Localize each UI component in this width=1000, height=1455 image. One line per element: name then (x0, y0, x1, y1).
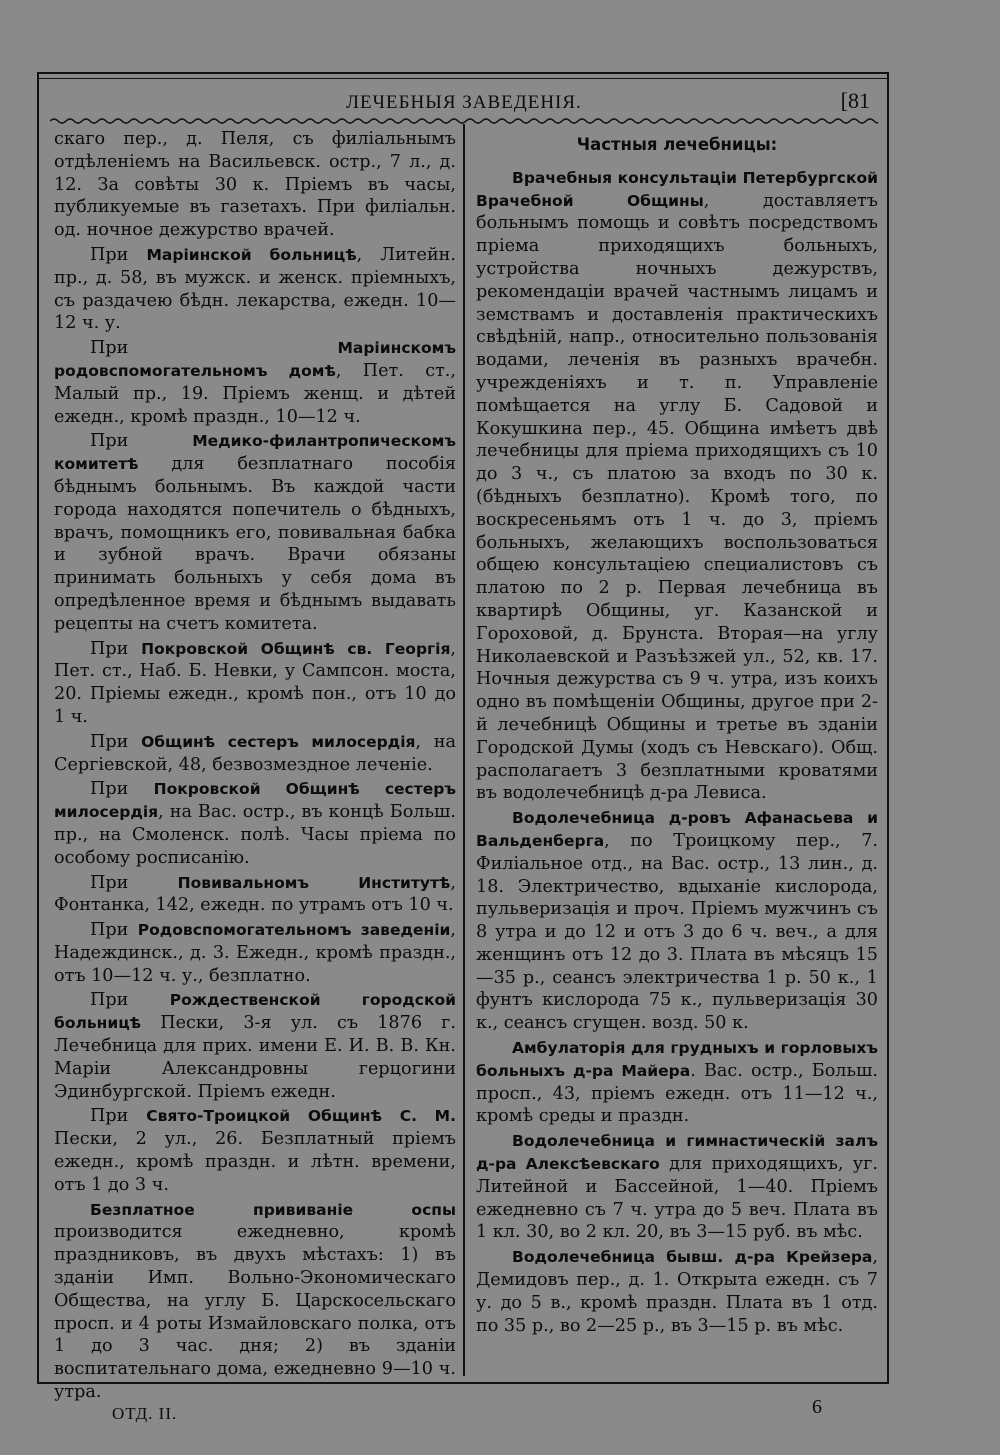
column-divider (463, 124, 465, 1376)
frame-inner-rule (37, 78, 889, 79)
left-paragraph-7: При Покровской Общинѣ сестеръ милосердія, на Вас. остр., въ концѣ Больш. пр., на Смоленск. полѣ. Часы пріема по особому росписанію. (54, 779, 456, 868)
left-paragraph-11: При Свято-Троицкой Общинѣ С. М. Пески, 2 ул., 26. Безплатный пріемъ ежедн., кромѣ праздн. и лѣтн. времени, отъ 1 до 3 ч. (54, 1106, 456, 1195)
left-column (54, 128, 456, 1406)
section-heading: Частныя лечебницы: (576, 135, 778, 154)
left-paragraph-8: При Повивальномъ Институтѣ, Фонтанка, 142, ежедн. по утрамъ отъ 10 ч. (54, 872, 456, 916)
page-number: [81 (840, 88, 870, 113)
left-paragraph-12: Безплатное прививаніе оспы производится ежедневно, кромѣ праздниковъ, въ двухъ мѣстахъ: 1) въ зданіи Имп. Вольно-Экономическаго Общества, на углу Б. Царскосельскаго просп. и 4 роты Измайловскаго полка, отъ 1 до 3 час. дня; 2) въ зданіи воспитательнаго дома, ежедневно 9—10 ч. утра. (54, 1200, 456, 1403)
left-paragraph-1: скаго пер., д. Пеля, съ филіальнымъ отдѣленіемъ на Васильевск. остр., 7 л., д. 12. За совѣты 30 к. Пріемъ въ часы, публикуемые въ газетахъ. При филіальн. од. ночное дежурство врачей. (54, 129, 456, 241)
left-paragraph-2: При Маріинской больницѣ, Литейн. пр., д. 58, въ мужск. и женск. пріемныхъ, съ раздачею бѣдн. лекарства, ежедн. 10—12 ч. у. (54, 244, 456, 334)
right-paragraph-4: Водолечебница и гимнастическій залъ д-ра Алексѣевскаго для приходящихъ, уг. Литейной и Бассейной, 1—40. Пріемъ ежедневно съ 7 ч. утра до 5 веч. Плата въ 1 кл. 30, во 2 кл. 20, въ 3—15 руб. въ мѣс. (476, 1132, 878, 1243)
left-paragraph-5: При Покровской Общинѣ св. Георгія, Пет. ст., Наб. Б. Невки, у Сампсон. моста, 20. Пріемы ежедн., кромѣ пон., отъ 10 до 1 ч. (54, 638, 456, 727)
right-paragraph-3: Амбулаторія для грудныхъ и горловыхъ больныхъ д-ра Майера. Вас. остр., Больш. просп., 43, пріемъ ежедн. отъ 11—12 ч., кромѣ среды и праздн. (476, 1039, 878, 1127)
left-paragraph-4: При Медико-филантропическомъ комитетѣ для безплатнаго пособія бѣднымъ больнымъ. Въ каждой части города находятся попечитель о бѣдныхъ, врачъ, помощникъ его, повивальная бабка и зубной врачъ. Врачи обязаны принимать больныхъ у себя дома въ опредѣленное время и бѣднымъ выдавать рецепты на счетъ комитета. (54, 431, 456, 634)
running-header (50, 86, 878, 120)
left-paragraph-9: При Родовспомогательномъ заведеніи, Надеждинск., д. 3. Ежедн., кромѣ праздн., отъ 10—12 ч. у., безплатно. (54, 920, 456, 986)
footer-section-label: ОТД. II. (112, 1404, 178, 1423)
right-paragraph-5: Водолечебница бывш. д-ра Крейзера, Демидовъ пер., д. 1. Открыта ежедн. съ 7 у. до 5 в., кромѣ праздн. Плата въ 1 отд. по 35 р., во 2—25 р., въ 3—15 р. въ мѣс. (476, 1247, 878, 1336)
right-column (476, 128, 878, 1339)
left-paragraph-10: При Рождественской городской больницѣ Пески, 3-я ул. съ 1876 г. Лечебница для прих. имени Е. И. В. В. Кн. Маріи Александровны герцогини Эдинбургской. Пріемъ ежедн. (54, 990, 456, 1102)
page-header-title: ЛЕЧЕБНЫЯ ЗАВЕДЕНІЯ. (346, 92, 582, 113)
right-paragraph-2: Водолечебница д-ровъ Афанасьева и Вальденберга, по Троицкому пер., 7. Филіальное отд., на Вас. остр., 13 лин., д. 18. Электричество, вдыханіе кислорода, пульверизація и проч. Пріемъ мужчинъ съ 8 утра и до 12 и отъ 3 до 6 ч. веч., а для женщинъ отъ 12 до 3. Плата въ мѣсяцъ 15—35 р., сеансъ электричества 1 р. 50 к., 1 фунтъ кислорода 75 к., пульверизація 30 к., сеансъ сгущен. возд. 50 к. (476, 809, 878, 1034)
left-paragraph-3: При Маріинскомъ родовспомогательномъ домѣ, Пет. ст., Малый пр., 19. Пріемъ женщ. и дѣтей ежедн., кромѣ праздн., 10—12 ч. (54, 338, 456, 427)
left-paragraph-6: При Общинѣ сестеръ милосердія, на Сергіевской, 48, безвозмездное леченіе. (54, 731, 456, 775)
footer-signature-mark: 6 (812, 1396, 822, 1418)
right-paragraph-1: Врачебныя консультаціи Петербургской Врачебной Общины, доставляетъ больнымъ помощь и совѣтъ посредствомъ пріема приходящихъ больныхъ, устройства ночныхъ дежурствъ, рекомендаціи врачей частнымъ лицамъ и земствамъ и доставленія практическихъ свѣдѣній, напр., относительно пользованія водами, леченія въ разныхъ врачебн. учрежденіяхъ и т. п. Управленіе помѣщается на углу Б. Садовой и Кокушкина пер., 45. Община имѣетъ двѣ лечебницы для пріема приходящихъ съ 10 до 3 ч., съ платою за входъ по 30 к. (бѣдныхъ безплатно). Кромѣ того, по воскресеньямъ отъ 1 ч. до 3, пріемъ больныхъ, желающихъ воспользоваться общею консультаціею специалистовъ съ платою по 2 р. Первая лечебница въ квартирѣ Общины, уг. Казанской и Гороховой, д. Брунста. Вторая—на углу Николаевской и Разъѣзжей ул., 52, кв. 17. Ночныя дежурства съ 9 ч. утра, изъ коихъ одно въ помѣщеніи Общины, другое при 2-й лечебницѣ Общины и третье въ зданіи Городской Думы (ходъ съ Невскаго). Общ. располагаетъ 3 безплатными кроватями въ водолечебницѣ д-ра Левиса. (476, 168, 878, 804)
